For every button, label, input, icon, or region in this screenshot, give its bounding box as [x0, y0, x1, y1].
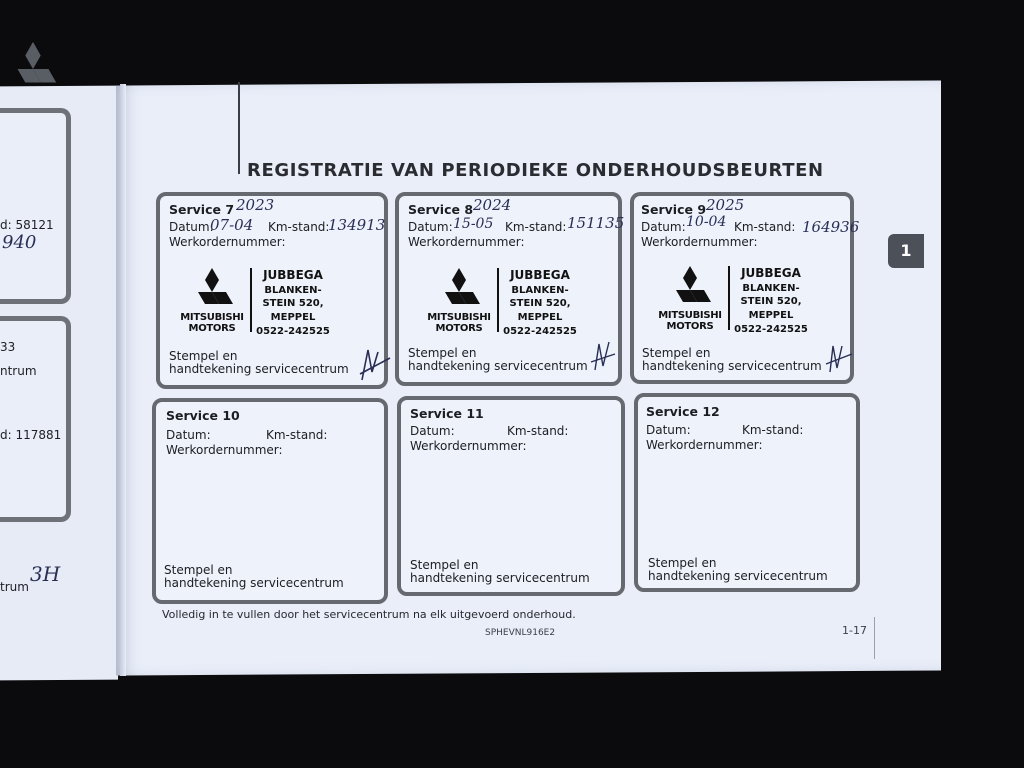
service-box-9 [630, 192, 860, 384]
stempel-label: Stempel en [169, 349, 238, 363]
stamp-city: MEPPEL [748, 310, 794, 321]
km-stand-label: Km-stand: [268, 220, 330, 234]
signature-icon [589, 336, 619, 376]
service-box-8 [395, 192, 625, 386]
chapter-tab: 1 [888, 234, 924, 268]
stamp-street-2: STEIN 520, [740, 296, 802, 307]
werkordernummer-label: Werkordernummer: [408, 235, 525, 249]
stamp-brand: MITSUBISHI MOTORS [180, 312, 244, 334]
service-km-handwriting: 134913 [328, 216, 386, 234]
header-rule [238, 82, 240, 174]
stamp-city: MEPPEL [517, 312, 563, 323]
stamp-street-1: BLANKEN- [264, 285, 322, 296]
left-handwriting-bottom: 3H [30, 562, 61, 586]
service-title: Service 9 [641, 202, 707, 217]
stempel-label: Stempel en [642, 346, 711, 360]
left-km-handwriting-top: 940 [2, 232, 37, 253]
left-trum-top: ntrum [0, 364, 37, 378]
dealer-stamp [658, 264, 818, 336]
stamp-brand: MITSUBISHI MOTORS [658, 310, 722, 332]
footnote: Volledig in te vullen door het servicecentrum na elk uitgevoerd onderhoud. [162, 608, 576, 621]
left-km-label-top: d: 58121 [0, 218, 54, 232]
handtekening-label: handtekening servicecentrum [169, 362, 349, 376]
left-trum-bottom: trum [0, 580, 29, 594]
stamp-street-1: BLANKEN- [511, 285, 569, 296]
werkordernummer-label: Werkordernummer: [641, 235, 758, 249]
stamp-phone: 0522-242525 [734, 324, 808, 335]
page-title: REGISTRATIE VAN PERIODIEKE ONDERHOUDSBEURTEN [247, 160, 824, 181]
left-line-33: 33 [0, 340, 16, 354]
datum-label: Datum: [166, 428, 211, 442]
dealer-stamp [427, 266, 587, 338]
datum-label: Datum: [169, 220, 214, 234]
datum-label: Datum: [641, 220, 686, 234]
stempel-label: Stempel en [408, 346, 477, 360]
stamp-brand: MITSUBISHI MOTORS [427, 312, 491, 334]
left-service-box-top [0, 108, 71, 304]
signature-icon [356, 344, 392, 384]
stamp-dealer: JUBBEGA [741, 266, 801, 280]
page-number: 1-17 [842, 624, 867, 637]
werkordernummer-label: Werkordernummer: [169, 235, 286, 249]
km-stand-label: Km-stand: [507, 424, 569, 438]
service-box-12 [634, 393, 860, 592]
service-date-handwriting: 07-04 [210, 216, 254, 234]
km-stand-label: Km-stand: [734, 220, 796, 234]
left-km-label-bottom: d: 117881 [0, 428, 62, 442]
datum-label: Datum: [646, 423, 691, 437]
service-title: Service 7 [169, 202, 235, 217]
werkordernummer-label: Werkordernummer: [410, 439, 527, 453]
km-stand-label: Km-stand: [505, 220, 567, 234]
service-date-handwriting: 15-05 [453, 216, 494, 232]
stamp-phone: 0522-242525 [503, 326, 577, 337]
stempel-label: Stempel en [410, 558, 479, 572]
handtekening-label: handtekening servicecentrum [408, 359, 588, 373]
stamp-street-2: STEIN 520, [262, 298, 324, 309]
werkordernummer-label: Werkordernummer: [166, 443, 283, 457]
service-year-handwriting: 2023 [236, 196, 275, 214]
service-date-handwriting: 10-04 [686, 214, 727, 230]
stamp-street-1: BLANKEN- [742, 283, 800, 294]
stamp-street-2: STEIN 520, [509, 298, 571, 309]
stempel-label: Stempel en [164, 563, 233, 577]
dealer-stamp [180, 266, 340, 338]
service-box-7 [156, 192, 388, 389]
service-title: Service 12 [646, 404, 720, 419]
stempel-label: Stempel en [648, 556, 717, 570]
signature-icon [824, 338, 854, 378]
service-year-handwriting: 2024 [473, 196, 512, 214]
service-year-handwriting: 2025 [706, 196, 745, 214]
handtekening-label: handtekening servicecentrum [648, 569, 828, 583]
km-stand-label: Km-stand: [742, 423, 804, 437]
service-box-10 [152, 398, 388, 604]
handtekening-label: handtekening servicecentrum [164, 576, 344, 590]
stamp-city: MEPPEL [270, 312, 316, 323]
datum-label: Datum: [410, 424, 455, 438]
km-stand-label: Km-stand: [266, 428, 328, 442]
werkordernummer-label: Werkordernummer: [646, 438, 763, 452]
stamp-phone: 0522-242525 [256, 326, 330, 337]
mitsubishi-logo-icon [4, 40, 62, 98]
handtekening-label: handtekening servicecentrum [642, 359, 822, 373]
page-number-rule [874, 617, 875, 659]
service-title: Service 11 [410, 406, 484, 421]
service-km-handwriting: 164936 [802, 218, 860, 236]
book-gutter [120, 84, 126, 676]
document-code: SPHEVNL916E2 [485, 628, 556, 638]
datum-label: Datum: [408, 220, 453, 234]
service-title: Service 10 [166, 408, 240, 423]
service-title: Service 8 [408, 202, 474, 217]
handtekening-label: handtekening servicecentrum [410, 571, 590, 585]
service-km-handwriting: 151135 [567, 214, 625, 232]
service-box-11 [397, 396, 625, 596]
stamp-dealer: JUBBEGA [510, 268, 570, 282]
stamp-dealer: JUBBEGA [263, 268, 323, 282]
